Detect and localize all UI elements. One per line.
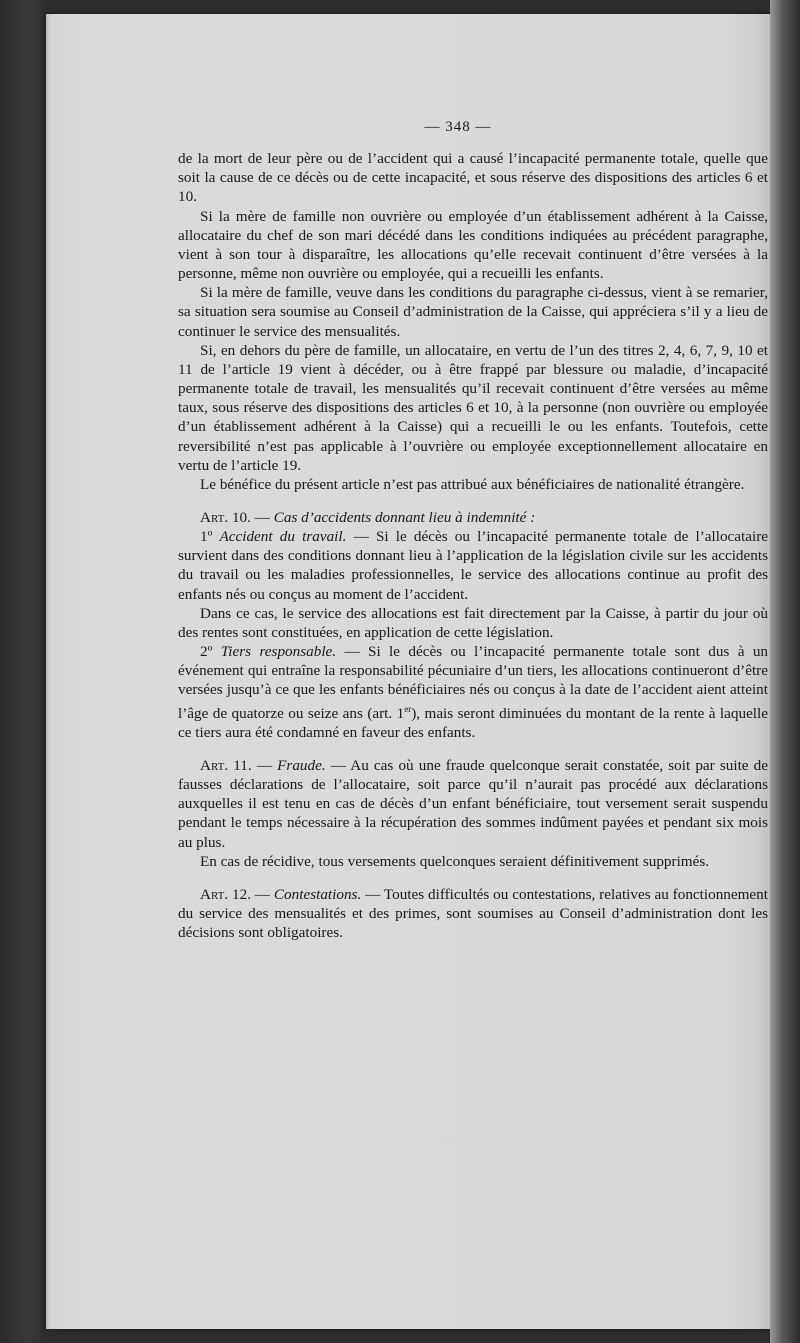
paragraph: Dans ce cas, le service des allocations est fait directement par la Caisse, à partir du jour où des rentes sont constituées, en application de cette législation.	[178, 604, 768, 641]
dash: —	[254, 508, 274, 526]
article-10-section-2	[178, 642, 768, 742]
section-text: — Si le décès ou l’incapacité permanente totale de l’allocataire survient dans des conditions donnant lieu à l’application de la législation civile sur les accidents du travail ou les maladies professionnelles, le service des allocations continue au profit des enfants nés ou conçus au moment de l’accident.	[178, 528, 769, 603]
page-number: — 348 —	[424, 119, 492, 135]
article-text: — Au cas où une fraude quelconque serait constatée, soit par suite de fausses déclarations de l’allocataire, soit parce qu’il n’aurait pas procédé aux déclarations auxquelles il est tenu en cas de décès d’un enfant bénéficiaire, tout versement serait suspendu pendant le temps nécessaire à la récupération des sommes indûment payées et pendant six mois au plus.	[178, 756, 768, 851]
section-number: 1º	[200, 528, 213, 546]
book-edge	[770, 0, 800, 1343]
paragraph: Si la mère de famille, veuve dans les conditions du paragraphe ci-dessus, vient à se remarier, sa situation sera soumise au Conseil d’administration de la Caisse, qui appréciera s’il y a lieu de continuer le service des mensualités.	[178, 284, 768, 340]
article-title: Fraude.	[277, 756, 326, 774]
superscript: er	[404, 703, 412, 714]
paragraph: En cas de récidive, tous versements quelconques seraient définitivement supprimés.	[200, 852, 710, 870]
page-content	[178, 118, 768, 942]
article-10-heading	[178, 508, 768, 527]
article-10-section-1	[178, 527, 768, 604]
section-title: Tiers responsable.	[220, 643, 337, 661]
article-12	[178, 885, 768, 942]
section-text: — Si le décès ou l’incapacité permanente totale sont dus à un événement qui entraîne la responsabilité pécuniaire d’un tiers, les allocations continueront d’être versées jusqu’à ce que les enfants bénéficiaires nés ou conçus à la date de l’accident aient atteint l’âge de quatorze ou seize ans (art. 1	[178, 643, 769, 722]
article-label: Art. 10.	[200, 508, 251, 526]
article-11	[178, 756, 768, 852]
dash: —	[254, 885, 274, 903]
article-text: — Toutes difficultés ou contestations, relatives au fonctionnement du service des mensualités et des primes, sont soumises au Conseil d’administration dont les décisions sont obligatoires.	[178, 885, 768, 942]
article-title: Contestations.	[273, 885, 362, 903]
article-label: Art. 11.	[200, 756, 252, 774]
article-label: Art. 12.	[200, 885, 252, 903]
section-title: Accident du travail.	[219, 528, 347, 546]
article-title: Cas d’accidents donnant lieu à indemnité :	[273, 508, 536, 526]
paragraph: Si, en dehors du père de famille, un allocataire, en vertu de l’un des titres 2, 4, 6, 7, 9, 10 et 11 de l’article 19 vient à décéder, ou à être frappé par blessure ou maladie, d’incapacité permanente totale de travail, les mensualités qu’il recevait continuent d’être versées au même taux, sous réserve des dispositions des articles 6 et 10, à la personne (non ouvrière ou employée d’un établissement adhérent à la Caisse) qui a recueilli le ou les enfants. Toutefois, cette reversibilité n’est pas applicable à l’ouvrière ou employée exceptionnellement allocataire en vertu de l’article 19.	[178, 341, 768, 474]
section-number: 2º	[200, 643, 213, 661]
dash: —	[256, 756, 278, 774]
paragraph: de la mort de leur père ou de l’accident qui a causé l’incapacité permanente totale, quelle que soit la cause de ce décès ou de cette incapacité, et sous réserve des dispositions des articles 6 et 10.	[178, 150, 768, 206]
paragraph: Le bénéfice du présent article n’est pas attribué aux bénéficiaires de nationalité étrangère.	[200, 475, 745, 493]
section-text-cont: ), mais seront diminuées du montant de la rente à laquelle ce tiers aura été condamné en faveur des enfants.	[178, 704, 768, 741]
paragraph: Si la mère de famille non ouvrière ou employée d’un établissement adhérent à la Caisse, allocataire du chef de son mari décédé dans les conditions indiquées au précédent paragraphe, vient à son tour à disparaître, les allocations qu’elle recevait continuent d’être versées à la personne, même non ouvrière ou employée, qui a recueilli les enfants.	[178, 207, 768, 283]
